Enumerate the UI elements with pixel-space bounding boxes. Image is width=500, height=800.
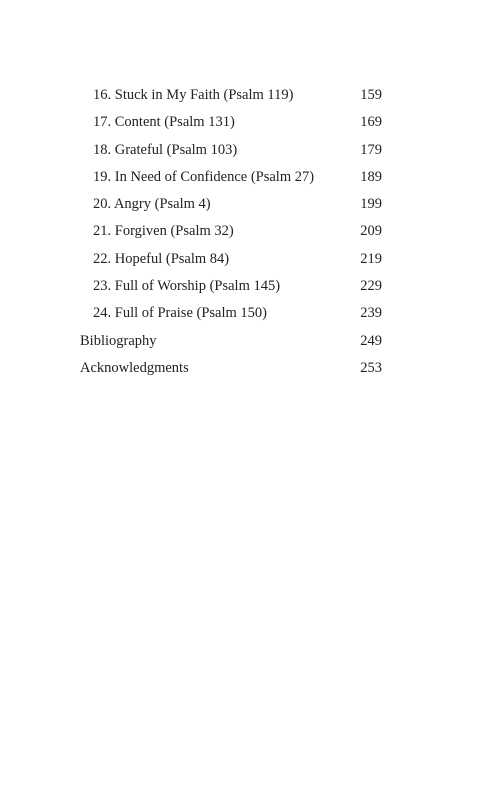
toc-entry-title: 20. Angry (Psalm 4)	[93, 196, 211, 213]
toc-entry-page: 159	[360, 87, 382, 103]
toc-entry-page: 249	[360, 332, 382, 349]
toc-entry-acknowledgments	[0, 355, 500, 382]
toc-entry-17	[0, 109, 500, 136]
toc-entry-page: 219	[360, 250, 382, 267]
toc-entry-page: 179	[360, 141, 382, 158]
toc-entry-21	[0, 218, 500, 245]
toc-entry-title: 16. Stuck in My Faith (Psalm 119)	[93, 87, 294, 103]
toc-entry-title: Bibliography	[80, 332, 157, 349]
toc-entry-title: 22. Hopeful (Psalm 84)	[93, 250, 230, 267]
toc-entry-20	[0, 191, 500, 218]
toc-entry-page: 169	[360, 114, 382, 131]
table-of-contents	[0, 82, 500, 382]
toc-entry-page: 199	[360, 196, 382, 213]
toc-entry-page: 189	[360, 168, 382, 185]
toc-entry-bibliography	[0, 328, 500, 355]
toc-entry-22	[0, 246, 500, 273]
toc-entry-page: 239	[360, 305, 382, 322]
toc-entry-title: 18. Grateful (Psalm 103)	[93, 141, 238, 158]
toc-entry-title: Acknowledgments	[80, 359, 189, 376]
toc-entry-title: 19. In Need of Confidence (Psalm 27)	[93, 168, 315, 185]
toc-entry-16	[0, 82, 500, 109]
toc-entry-title: 24. Full of Praise (Psalm 150)	[93, 305, 267, 322]
toc-entry-18	[0, 137, 500, 164]
toc-entry-title: 23. Full of Worship (Psalm 145)	[93, 278, 281, 295]
toc-entry-page: 209	[360, 223, 382, 240]
toc-entry-19	[0, 164, 500, 191]
toc-entry-title: 21. Forgiven (Psalm 32)	[93, 223, 234, 240]
toc-entry-23	[0, 273, 500, 300]
toc-entry-24	[0, 300, 500, 327]
toc-entry-page: 253	[360, 359, 382, 376]
toc-entry-title: 17. Content (Psalm 131)	[93, 114, 235, 131]
toc-entry-page: 229	[360, 278, 382, 295]
